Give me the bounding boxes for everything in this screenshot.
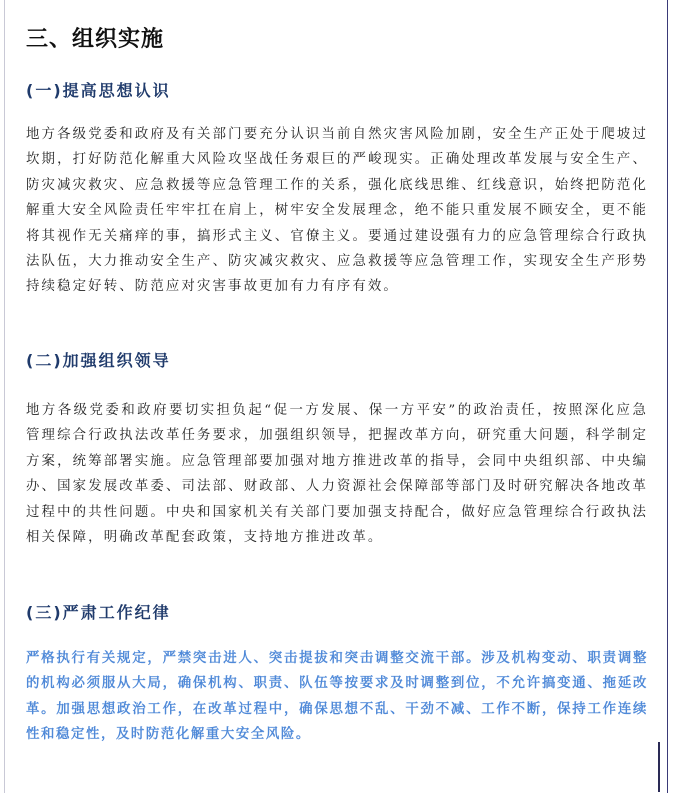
right-border-line bbox=[667, 0, 668, 793]
subsection-heading-1: (一)提高思想认识 bbox=[26, 81, 171, 100]
subsection-body-2: 地方各级党委和政府要切实担负起“促一方发展、保一方平安”的政治责任，按照深化应急管理综合行政执法改革任务要求，加强组织领导，把握改革方向，研究重大问题，科学制定方案，统筹部署实施。应急管理部要加强对地方推进改革的指导，会同中央组织部、中央编办、国家发展改革委、司法部、财政部、人力资源社会保障部等部门及时研究解决各地改革过程中的共性问题。中央和国家机关有关部门要加强支持配合，做好应急管理综合行政执法相关保障，明确改革配套政策，支持地方推进改革。 bbox=[26, 403, 648, 546]
subsection-body-3: 严格执行有关规定，严禁突击进人、突击提拔和突击调整交流干部。涉及机构变动、职责调整的机构必须服从大局，确保机构、职责、队伍等按要求及时调整到位，不允许搞变通、拖延改革。加强思想政治工作，在改革过程中，确保思想不乱、干劲不减、工作不断，保持工作连续性和稳定性，及时防范化解重大安全风险。 bbox=[26, 651, 648, 743]
subsection-body-1: 地方各级党委和政府及有关部门要充分认识当前自然灾害风险加剧，安全生产正处于爬坡过坎期，打好防范化解重大风险攻坚战任务艰巨的严峻现实。正确处理改革发展与安全生产、防灾减灾救灾、应急救援等应急管理工作的关系，强化底线思维、红线意识，始终把防范化解重大安全风险责任牢牢扛在肩上，树牢安全发展理念，绝不能只重发展不顾安全，更不能将其视作无关痛痒的事，搞形式主义、官僚主义。要通过建设强有力的应急管理综合行政执法队伍，大力推动安全生产、防灾减灾救灾、应急救援等应急管理工作，实现安全生产形势持续稳定好转、防范应对灾害事故更加有力有序有效。 bbox=[26, 127, 648, 295]
left-border-line bbox=[4, 0, 5, 793]
scroll-indicator-line bbox=[658, 742, 660, 792]
section-title: 三、组织实施 bbox=[26, 27, 165, 52]
subsection-heading-3: (三)严肃工作纪律 bbox=[26, 603, 171, 622]
subsection-heading-2: (二)加强组织领导 bbox=[26, 351, 171, 370]
